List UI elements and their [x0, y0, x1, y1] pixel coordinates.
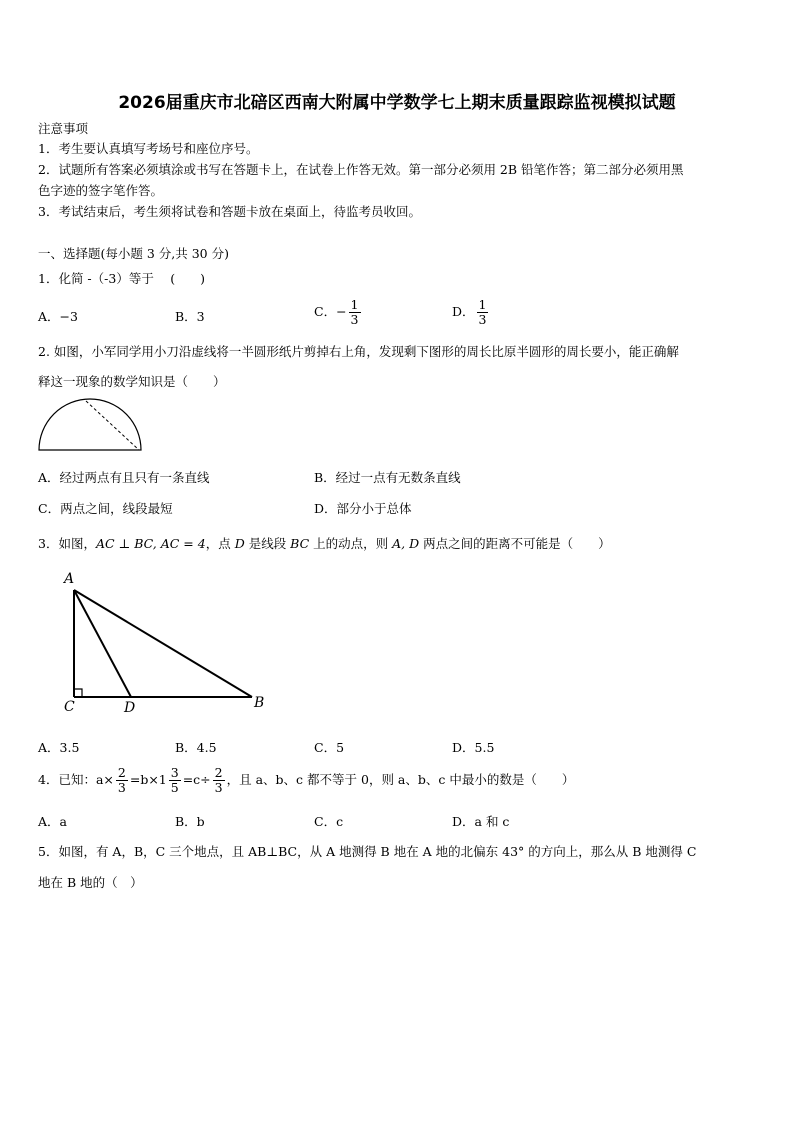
- fraction: $\frac{2}{3}$: [117, 765, 126, 795]
- q2-option-c: C．两点之间，线段最短: [38, 501, 173, 516]
- semicircle-figure: [36, 398, 144, 456]
- q2-option-b: B．经过一点有无数条直线: [314, 470, 461, 485]
- label-c: C: [64, 699, 75, 715]
- dashed-cut-line: [86, 401, 139, 450]
- q3-option-b: B．4.5: [175, 740, 217, 755]
- q4-option-c: C．c: [314, 814, 344, 829]
- q1-option-c: [314, 298, 363, 327]
- label-a: A: [64, 571, 75, 587]
- triangle-svg: [36, 570, 276, 720]
- q3-points: A, D: [392, 536, 420, 551]
- q3-stem-text: 3．如图，: [38, 536, 96, 551]
- fraction: $\frac{1}{3}$: [478, 297, 487, 327]
- q4-option-b: B．b: [175, 814, 205, 829]
- right-angle-mark: [74, 689, 82, 697]
- question-2-stem-line2: 释这一现象的数学知识是（ ）: [38, 374, 226, 389]
- q2-option-d: D．部分小于总体: [314, 501, 412, 516]
- q1-option-c-prefix: C．−: [314, 304, 347, 319]
- q1-option-d-prefix: D．: [452, 304, 475, 319]
- q1-option-b: B．3: [175, 309, 205, 324]
- q4-stem-text: =c÷: [182, 772, 211, 787]
- q4-stem-text: ，且 a、b、c 都不等于 0，则 a、b、c 中最小的数是（ ）: [226, 772, 575, 787]
- notice-item: 2．试题所有答案必须填涂或书写在答题卡上，在试卷上作答无效。第一部分必须用 2B 铅笔作答；第二部分必须用黑: [38, 162, 684, 177]
- segment-ab: [74, 590, 252, 697]
- question-4-stem: [38, 766, 574, 795]
- q4-stem-text: =b×1: [129, 772, 167, 787]
- label-b: B: [254, 695, 265, 711]
- q3-stem-text: 是线段: [244, 536, 291, 551]
- q3-stem-text: 上的动点，则: [309, 536, 393, 551]
- q1-option-a: A．−3: [38, 309, 78, 324]
- section-heading: 一、选择题(每小题 3 分,共 30 分): [38, 246, 229, 261]
- fraction: $\frac{2}{3}$: [214, 765, 223, 795]
- question-1-stem: 1．化简 -（-3）等于 ( ): [38, 271, 206, 286]
- question-5-stem-line2: 地在 B 地的（ ）: [38, 875, 143, 890]
- q3-stem-text: ，点: [205, 536, 235, 551]
- fraction: $\frac{1}{3}$: [350, 297, 359, 327]
- notice-heading: 注意事项: [38, 121, 89, 136]
- notice-item: 3．考试结束后，考生须将试卷和答题卡放在桌面上，待监考员收回。: [38, 204, 421, 219]
- q3-option-c: C．5: [314, 740, 345, 755]
- page-title: 2026届重庆市北碚区西南大附属中学数学七上期末质量跟踪监视模拟试题: [118, 93, 676, 113]
- q3-option-d: D．5.5: [452, 740, 495, 755]
- q3-option-a: A．3.5: [38, 740, 80, 755]
- q3-stem-math: AC ⊥ BC, AC = 4: [95, 536, 206, 551]
- q1-option-d: [452, 298, 490, 327]
- notice-item: 色字迹的签字笔作答。: [38, 183, 164, 198]
- q2-option-a: A．经过两点有且只有一条直线: [38, 470, 210, 485]
- q3-segment: BC: [290, 536, 310, 551]
- q4-option-d: D．a 和 c: [452, 814, 510, 829]
- notice-item: 1．考生要认真填写考场号和座位序号。: [38, 141, 259, 156]
- q3-stem-text: 两点之间的距离不可能是（ ）: [419, 536, 611, 551]
- question-3-stem: [38, 535, 611, 553]
- question-2-stem-line1: 2. 如图，小军同学用小刀沿虚线将一半圆形纸片剪掉右上角，发现剩下图形的周长比原半圆形的周长要小，能正确解: [38, 344, 679, 359]
- triangle-figure: [36, 570, 276, 720]
- semicircle-outline: [39, 399, 141, 450]
- q3-point: D: [234, 536, 245, 551]
- q4-stem-text: 4．已知：a×: [38, 772, 114, 787]
- question-5-stem-line1: 5．如图，有 A，B，C 三个地点，且 AB⊥BC，从 A 地测得 B 地在 A 地的北偏东 43° 的方向上，那么从 B 地测得 C: [38, 844, 697, 859]
- fraction: $\frac{3}{5}$: [170, 765, 179, 795]
- q4-option-a: A．a: [38, 814, 67, 829]
- label-d: D: [124, 700, 136, 716]
